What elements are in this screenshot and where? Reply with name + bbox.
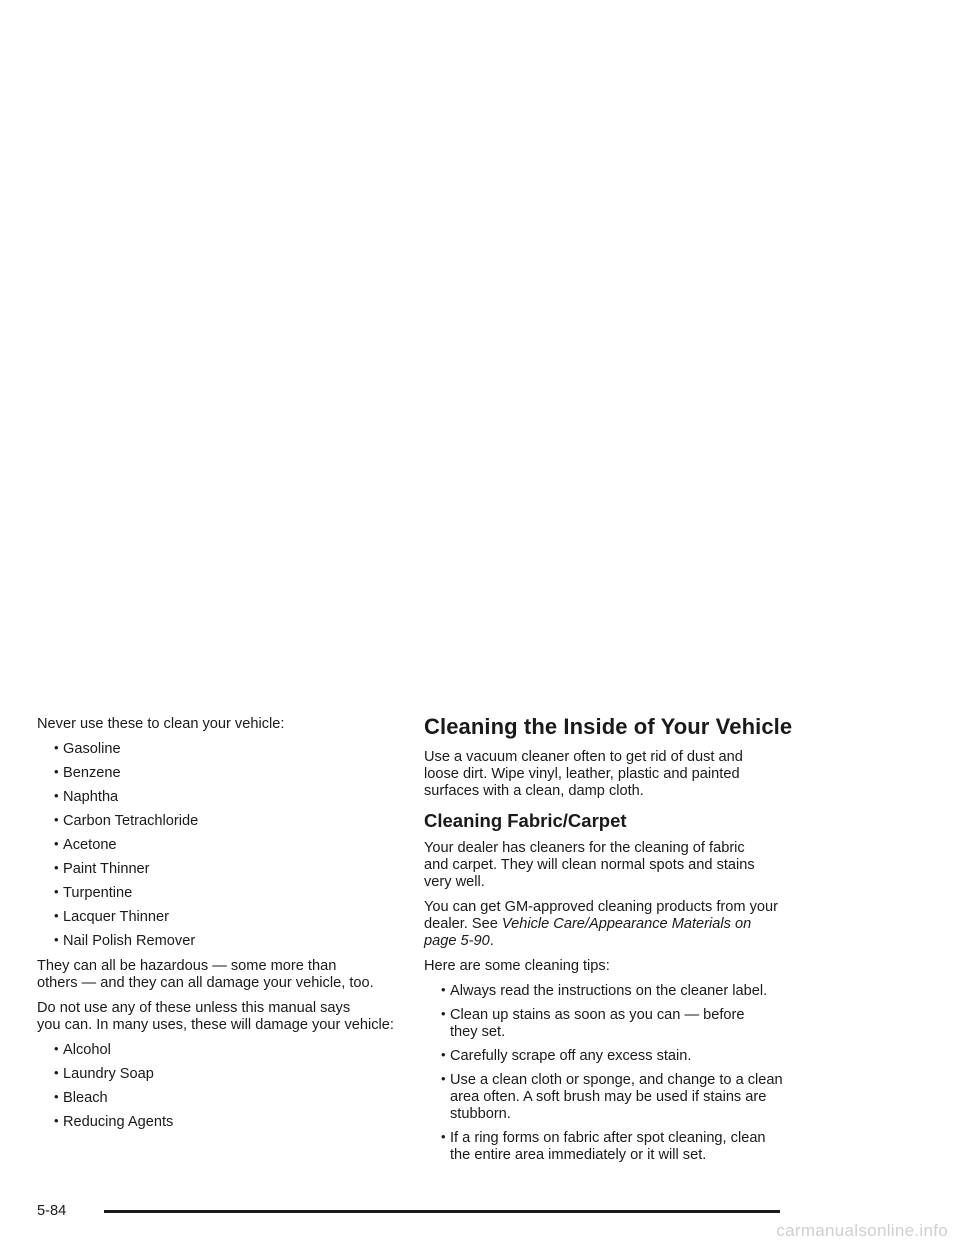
subsection-heading: Cleaning Fabric/Carpet xyxy=(424,810,627,831)
bullet-icon: • xyxy=(54,908,59,923)
watermark: carmanualsonline.info xyxy=(776,1221,948,1240)
bullet-icon: • xyxy=(441,1071,446,1086)
cleaning-tips-list xyxy=(424,983,794,1164)
bullet-icon: • xyxy=(54,764,59,779)
list-item: • Laundry Soap xyxy=(54,1065,154,1082)
damaging-agents-list xyxy=(37,1042,399,1131)
bullet-icon: • xyxy=(54,1065,59,1080)
left-column xyxy=(37,716,399,1139)
list-item: • Benzene xyxy=(54,764,121,781)
bullet-icon: • xyxy=(54,860,59,875)
bullet-icon: • xyxy=(441,982,446,997)
right-column xyxy=(424,716,794,1172)
intro-text: Never use these to clean your vehicle: xyxy=(37,716,285,732)
harmful-cleaners-list xyxy=(37,741,399,950)
bullet-icon: • xyxy=(54,1041,59,1056)
list-item: • Lacquer Thinner xyxy=(54,908,170,925)
bullet-icon: • xyxy=(54,1113,59,1128)
page-number: 5-84 xyxy=(37,1203,67,1219)
footer-divider xyxy=(104,1210,780,1213)
bullet-icon: • xyxy=(54,932,59,947)
list-item: • Nail Polish Remover xyxy=(54,932,196,949)
dealer-paragraph: Your dealer has cleaners for the cleaning of fabric and carpet. They will clean normal spots and stains very well. xyxy=(424,840,755,890)
hazard-paragraph: They can all be hazardous — some more than others — and they can all damage your vehicle, too. xyxy=(37,958,374,991)
bullet-icon: • xyxy=(441,1047,446,1062)
list-item: • Acetone xyxy=(54,836,117,853)
list-item: • Use a clean cloth or sponge, and change to a clean area often. A soft brush may be used if stains are stubborn. xyxy=(441,1071,783,1122)
list-item: • Bleach xyxy=(54,1089,108,1106)
bullet-icon: • xyxy=(441,1006,446,1021)
products-paragraph: You can get GM-approved cleaning products from your dealer. See Vehicle Care/Appearance Materials on page 5-90. xyxy=(424,899,778,949)
list-item: • Carefully scrape off any excess stain. xyxy=(441,1047,692,1064)
bullet-icon: • xyxy=(54,788,59,803)
list-item: • Gasoline xyxy=(54,740,121,757)
bullet-icon: • xyxy=(54,812,59,827)
list-item: • Paint Thinner xyxy=(54,860,150,877)
vacuum-paragraph: Use a vacuum cleaner often to get rid of dust and loose dirt. Wipe vinyl, leather, plastic and painted surfaces with a clean, damp cloth. xyxy=(424,749,743,799)
list-item: • Alcohol xyxy=(54,1041,111,1058)
bullet-icon: • xyxy=(54,884,59,899)
bullet-icon: • xyxy=(54,1089,59,1104)
usage-paragraph: Do not use any of these unless this manual says you can. In many uses, these will damage your vehicle: xyxy=(37,1000,394,1033)
list-item: • Turpentine xyxy=(54,884,133,901)
list-item: • Clean up stains as soon as you can — before they set. xyxy=(441,1006,745,1040)
list-item: • If a ring forms on fabric after spot cleaning, clean the entire area immediately or it will set. xyxy=(441,1129,766,1163)
bullet-icon: • xyxy=(54,740,59,755)
list-item: • Always read the instructions on the cleaner label. xyxy=(441,982,768,999)
list-item: • Reducing Agents xyxy=(54,1113,174,1130)
bullet-icon: • xyxy=(441,1129,446,1144)
section-heading: Cleaning the Inside of Your Vehicle xyxy=(424,714,793,739)
bullet-icon: • xyxy=(54,836,59,851)
tips-intro: Here are some cleaning tips: xyxy=(424,958,610,974)
list-item: • Carbon Tetrachloride xyxy=(54,812,199,829)
list-item: • Naphtha xyxy=(54,788,119,805)
cross-reference-link[interactable]: Vehicle Care/Appearance Materials on page 5-90 xyxy=(424,916,752,949)
